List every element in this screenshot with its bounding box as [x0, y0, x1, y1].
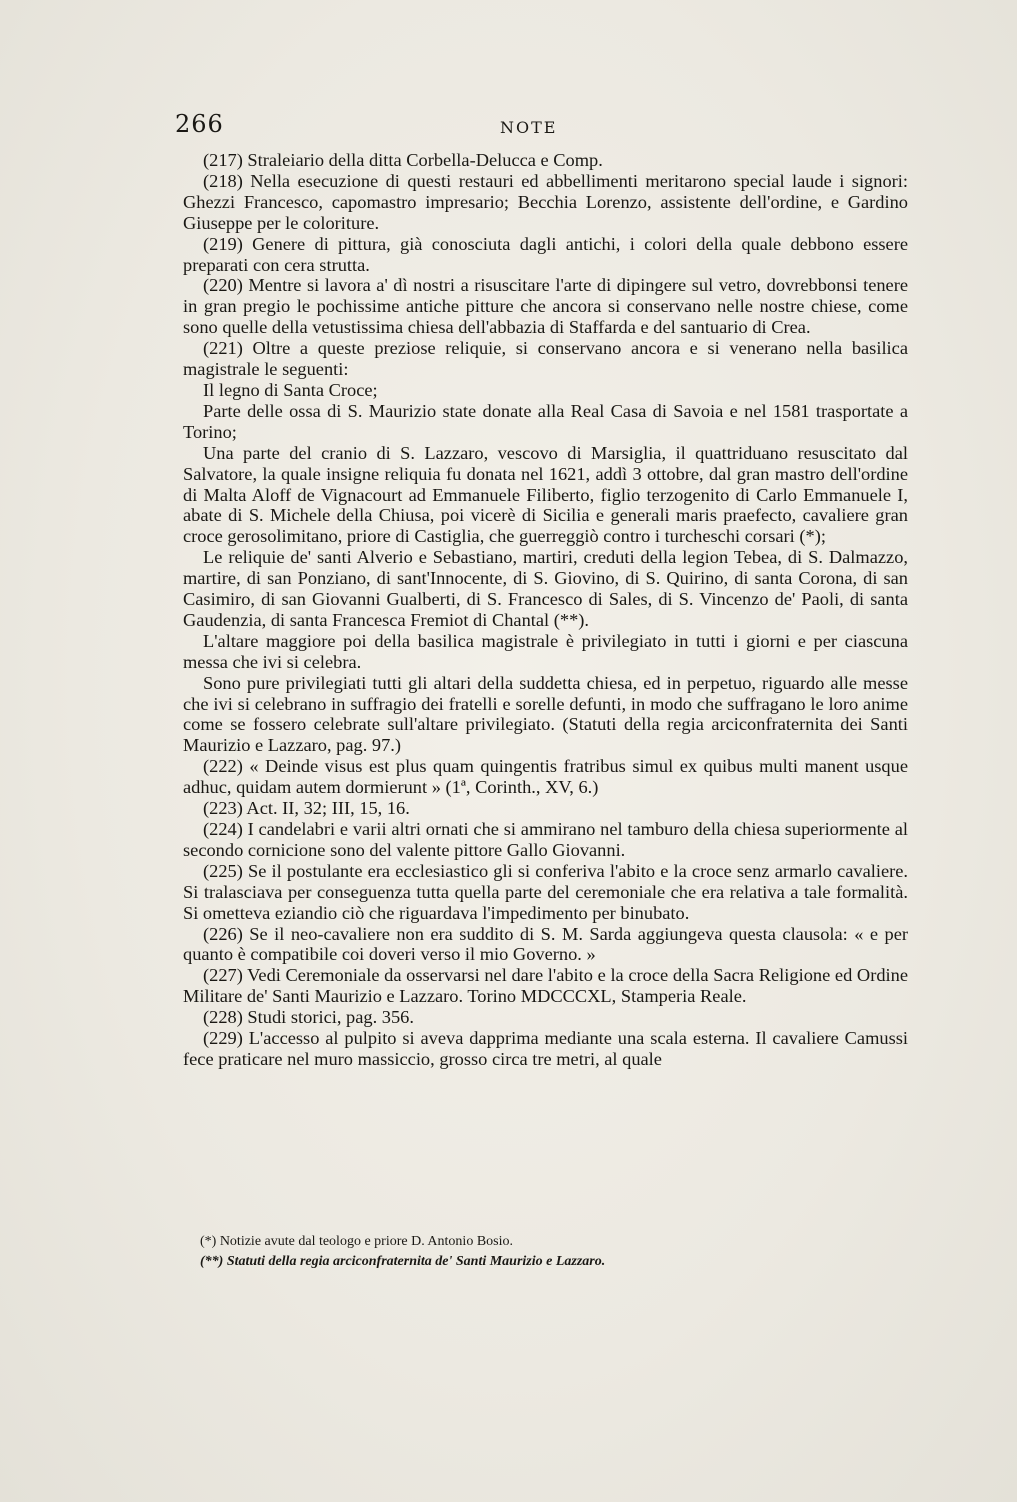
- page-header: [175, 110, 915, 150]
- page-number: 266: [175, 110, 224, 138]
- note-226: (226) Se il neo-cavaliere non era suddito di S. M. Sarda aggiungeva questa clausola: « e per quanto è compatibile coi doveri verso il mio Governo. »: [183, 923, 908, 965]
- note-229: (229) L'accesso al pulpito si aveva dapprima mediante una scala esterna. Il cavaliere Camussi fece praticare nel muro massiccio, grosso circa tre metri, al quale: [183, 1028, 908, 1069]
- footnote-2: (**) Statuti della regia arciconfraternita de' Santi Maurizio e Lazzaro.: [200, 1254, 606, 1269]
- note-217: (217) Straleiario della ditta Corbella-Delucca e Comp.: [203, 150, 603, 170]
- note-220: (220) Mentre si lavora a' dì nostri a risuscitare l'arte di dipingere sul vetro, dovrebbonsi tenere in gran pregio le pochissime antiche pitture che ancora si conservano nelle nostre chiese, come sono quelle della vetustissima chiesa dell'abbazia di Staffarda e del santuario di Crea.: [183, 275, 908, 338]
- note-218: (218) Nella esecuzione di questi restauri ed abbellimenti meritarono special laude i signori: Ghezzi Francesco, capomastro impresario; Becchia Lorenzo, assistente dell'ordine, e Gardino Giuseppe per le coloriture.: [183, 170, 908, 233]
- running-head: NOTE: [500, 118, 558, 137]
- note-223: (223) Act. II, 32; III, 15, 16.: [203, 798, 410, 819]
- note-227: (227) Vedi Ceremoniale da osservarsi nel dare l'abito e la croce della Sacra Religione ed Ordine Militare de' Santi Maurizio e Lazzaro. Torino MDCCCXL, Stamperia Reale.: [183, 965, 908, 1007]
- privileged-altars-paragraph: Sono pure privilegiati tutti gli altari della suddetta chiesa, ed in perpetuo, riguardo alle messe che ivi si celebrano in suffragio dei fratelli e sorelle defunti, in modo che suffragano le loro anime come se fossero celebrate sull'altare privilegiato. (Statuti della regia arciconfraternita dei Santi Maurizio e Lazzaro, pag. 97.): [183, 672, 908, 756]
- note-222: (222) « Deinde visus est plus quam quingentis fratribus simul ex quibus multi manent usque adhuc, quidam autem dormierunt » (1ª, Corinth., XV, 6.): [183, 756, 908, 798]
- notes-body: [183, 150, 908, 1070]
- note-221: (221) Oltre a queste preziose reliquie, si conservano ancora e si venerano nella basilica magistrale le seguenti:: [183, 338, 908, 380]
- note-219: (219) Genere di pittura, già conosciuta dagli antichi, i colori della quale debbono essere preparati con cera strutta.: [183, 233, 908, 275]
- note-224: (224) I candelabri e varii altri ornati che si ammirano nel tamburo della chiesa superiormente al secondo cornicione sono del valente pittore Gallo Giovanni.: [183, 819, 908, 860]
- footnotes: [200, 1232, 900, 1272]
- note-228: (228) Studi storici, pag. 356.: [203, 1007, 414, 1028]
- relic-other-saints: Le reliquie de' santi Alverio e Sebastiano, martiri, creduti della legion Tebea, di S. Dalmazzo, martire, di san Ponziano, di sant'Innocente, di S. Giovino, di S. Quirino, di santa Corona, di san Casimiro, di san Giovanni Gualberti, di S. Francesco di Sales, di S. Vincenzo de' Paoli, di santa Gaudenzia, di santa Francesca Fremiot di Chantal (**).: [183, 547, 908, 630]
- footnote-1: (*) Notizie avute dal teologo e priore D. Antonio Bosio.: [200, 1234, 513, 1249]
- note-225: (225) Se il postulante era ecclesiastico gli si conferiva l'abito e la croce senz armarlo cavaliere. Si tralasciava per conseguenza tutta quella parte del ceremoniale che era relativa a tale formalità. Si ometteva eziandio ciò che riguardava l'impedimento per binubato.: [183, 860, 908, 923]
- relic-st-lazarus: Una parte del cranio di S. Lazzaro, vescovo di Marsiglia, il quattriduano resuscitato dal Salvatore, la quale insigne reliquia fu donata nel 1621, addì 3 ottobre, dal gran mastro dell'ordine di Malta Aloff de Vignacourt ad Emmanuele Filiberto, figlio terzogenito di Carlo Emmanuele I, abate di S. Michele della Chiusa, poi vicerè di Sicilia e generali maris praefecto, cavaliere gran croce gerosolimitano, priore di Castiglia, che guerreggiò contro i turcheschi corsari (*);: [183, 442, 908, 547]
- relic-st-maurice: Parte delle ossa di S. Maurizio state donate alla Real Casa di Savoia e nel 1581 trasportate a Torino;: [183, 400, 908, 442]
- relic-holy-cross: Il legno di Santa Croce;: [203, 379, 378, 400]
- main-altar-paragraph: L'altare maggiore poi della basilica magistrale è privilegiato in tutti i giorni e per ciascuna messa che ivi si celebra.: [183, 630, 908, 672]
